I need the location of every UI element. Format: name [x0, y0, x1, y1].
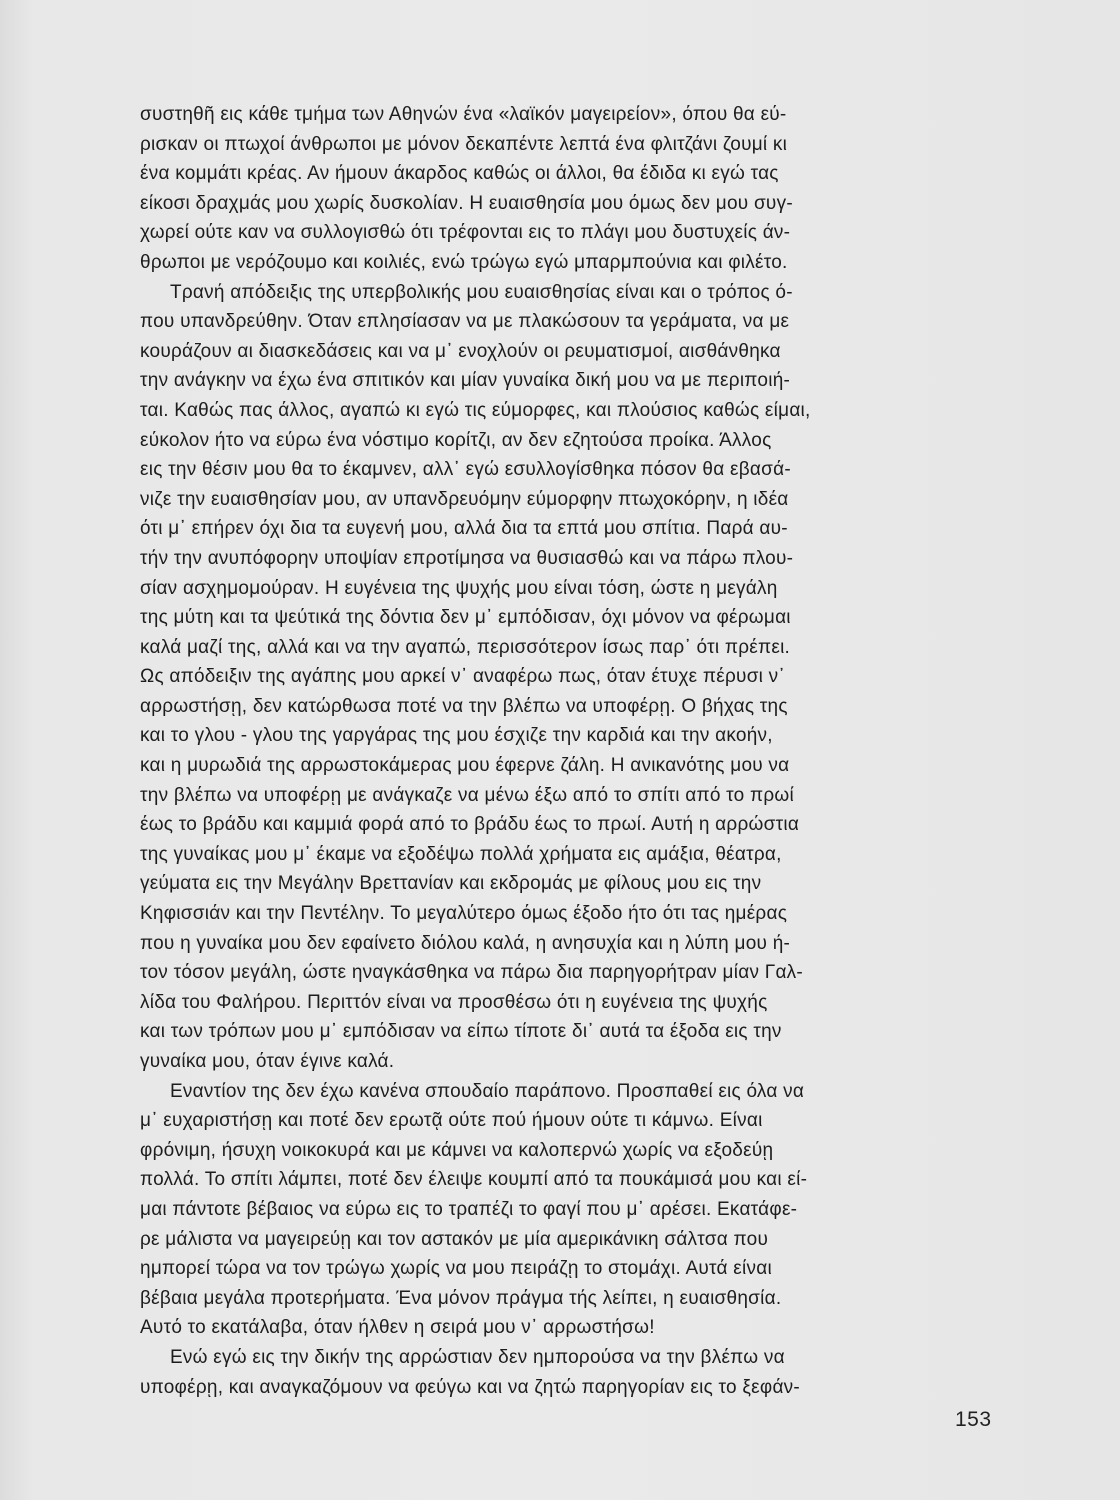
text-line: ένα κομμάτι κρέας. Αν ήμουν άκαρδος καθώς οι άλλοι, θα έδιδα κι εγώ τας — [140, 163, 779, 185]
text-line: τον τόσον μεγάλη, ώστε ηναγκάσθηκα να πάρω δια παρηγορήτραν μίαν Γαλ- — [140, 962, 804, 984]
text-line: πολλά. Το σπίτι λάμπει, ποτέ δεν έλειψε κουμπί από τα πουκάμισά μου και εί- — [140, 1169, 808, 1191]
text-line: ρισκαν οι πτωχοί άνθρωποι με μόνον δεκαπέντε λεπτά ένα φλιτζάνι ζουμί κι — [140, 133, 788, 155]
text-line: είκοσι δραχμάς μου χωρίς δυσκολίαν. Η ευαισθησία μου όμως δεν μου συγ- — [140, 192, 793, 214]
text-line: μαι πάντοτε βέβαιος να εύρω εις το τραπέζι το φαγί που μ᾿ αρέσει. Εκατάφε- — [140, 1198, 798, 1220]
text-line: υποφέρῃ, και αναγκαζόμουν να φεύγω και να ζητώ παρηγορίαν εις το ξεφάν- — [140, 1376, 801, 1398]
text-line: Αυτό το εκατάλαβα, όταν ήλθεν η σειρά μου ν᾿ αρρωστήσω! — [140, 1317, 655, 1339]
text-line: λίδα του Φαλήρου. Περιττόν είναι να προσθέσω ότι η ευγένεια της ψυχής — [140, 991, 768, 1013]
text-line: συστηθῆ εις κάθε τμήμα των Αθηνών ένα «λαϊκόν μαγειρείον», όπου θα εύ- — [140, 104, 787, 125]
text-line: καλά μαζί της, αλλά και να την αγαπώ, περισσότερον ίσως παρ᾿ ότι πρέπει. — [140, 636, 791, 658]
paragraph-start-line: Εναντίον της δεν έχω κανένα σπουδαίο παράπονο. Προσπαθεί εις όλα να — [170, 1080, 805, 1102]
text-line: και το γλου - γλου της γαργάρας της μου έσχιζε την καρδιά και την ακοήν, — [140, 725, 773, 747]
page-number: 153 — [955, 1408, 992, 1431]
text-line: χωρεί ούτε καν να συλλογισθώ ότι τρέφονται εις το πλάγι μου δυστυχείς άν- — [140, 222, 791, 244]
text-line: ται. Καθώς πας άλλος, αγαπώ κι εγώ τις εύμορφες, και πλούσιος καθώς είμαι, — [140, 399, 811, 421]
text-line: γυναίκα μου, όταν έγινε καλά. — [140, 1051, 395, 1072]
text-line: φρόνιμη, ήσυχη νοικοκυρά και με κάμνει να καλοπερνώ χωρίς να εξοδεύῃ — [140, 1139, 774, 1161]
body-text — [140, 100, 1002, 1402]
text-line: αρρωστήσῃ, δεν κατώρθωσα ποτέ να την βλέπω να υποφέρῃ. Ο βήχας της — [140, 695, 788, 717]
text-line: εύκολον ήτο να εύρω ένα νόστιμο κορίτζι, αν δεν εζητούσα προίκα. Άλλος — [140, 429, 772, 451]
text-line: της μύτη και τα ψεύτικά της δόντια δεν μ᾿ εμπόδισαν, όχι μόνον να φέρωμαι — [140, 607, 791, 629]
text-line: έως το βράδυ και καμμιά φορά από το βράδυ έως το πρωί. Αυτή η αρρώστια — [140, 814, 800, 836]
text-line: θρωποι με νερόζουμο και κοιλιές, ενώ τρώγω εγώ μπαρμπούνια και φιλέτο. — [140, 251, 788, 273]
text-line: νιζε την ευαισθησίαν μου, αν υπανδρευόμην εύμορφην πτωχοκόρην, η ιδέα — [140, 488, 789, 510]
text-line: εις την θέσιν μου θα το έκαμνεν, αλλ᾿ εγώ εσυλλογίσθηκα πόσον θα εβασά- — [140, 459, 791, 481]
text-line: που η γυναίκα μου δεν εφαίνετο διόλου καλά, η ανησυχία και η λύπη μου ή- — [140, 932, 791, 954]
text-line: Ως απόδειξιν της αγάπης μου αρκεί ν᾿ αναφέρω πως, όταν έτυχε πέρυσι ν᾿ — [140, 666, 786, 688]
text-line: βέβαια μεγάλα προτερήματα. Ένα μόνον πράγμα τής λείπει, η ευαισθησία. — [140, 1287, 782, 1309]
text-line: γεύματα εις την Μεγάλην Βρεττανίαν και εκδρομάς με φίλους μου εις την — [140, 873, 762, 895]
paragraph-start-line: Τρανή απόδειξις της υπερβολικής μου ευαισθησίας είναι και ο τρόπος ό- — [170, 281, 793, 303]
text-line: ρε μάλιστα να μαγειρεύῃ και τον αστακόν με μία αμερικάνικη σάλτσα που — [140, 1228, 769, 1250]
text-line: της γυναίκας μου μ᾿ έκαμε να εξοδέψω πολλά χρήματα εις αμάξια, θέατρα, — [140, 843, 782, 865]
text-line: κουράζουν αι διασκεδάσεις και να μ᾿ ενοχλούν οι ρευματισμοί, αισθάνθηκα — [140, 340, 781, 362]
text-line: και η μυρωδιά της αρρωστοκάμερας μου έφερνε ζάλη. Η ανικανότης μου να — [140, 755, 790, 777]
text-line: σίαν ασχημομούραν. Η ευγένεια της ψυχής μου είναι τόση, ώστε η μεγάλη — [140, 577, 778, 599]
text-line: Κηφισσιάν και την Πεντέλην. Το μεγαλύτερο όμως έξοδο ήτο ότι τας ημέρας — [140, 903, 788, 925]
text-line: και των τρόπων μου μ᾿ εμπόδισαν να είπω τίποτε δι᾿ αυτά τα έξοδα εις την — [140, 1021, 782, 1043]
text-line: τήν την ανυπόφορην υποψίαν επροτίμησα να θυσιασθώ και να πάρω πλου- — [140, 547, 794, 569]
text-line: ημπορεί τώρα να τον τρώγω χωρίς να μου πειράζῃ το στομάχι. Αυτά είναι — [140, 1258, 772, 1280]
text-line: μ᾿ ευχαριστήσῃ και ποτέ δεν ερωτᾷ ούτε πού ήμουν ούτε τι κάμνω. Είναι — [140, 1110, 763, 1132]
text-line: που υπανδρεύθην. Όταν επλησίασαν να με πλακώσουν τα γεράματα, να με — [140, 311, 790, 333]
text-line: την ανάγκην να έχω ένα σπιτικόν και μίαν γυναίκα δική μου να με περιποιή- — [140, 370, 791, 392]
text-line: ότι μ᾿ επήρεν όχι δια τα ευγενή μου, αλλά δια τα επτά μου σπίτια. Παρά αυ- — [140, 518, 788, 540]
paragraph-start-line: Ενώ εγώ εις την δικήν της αρρώστιαν δεν ημπορούσα να την βλέπω να — [170, 1346, 785, 1368]
text-line: την βλέπω να υποφέρῃ με ανάγκαζε να μένω έξω από το σπίτι από το πρωί — [140, 784, 794, 806]
